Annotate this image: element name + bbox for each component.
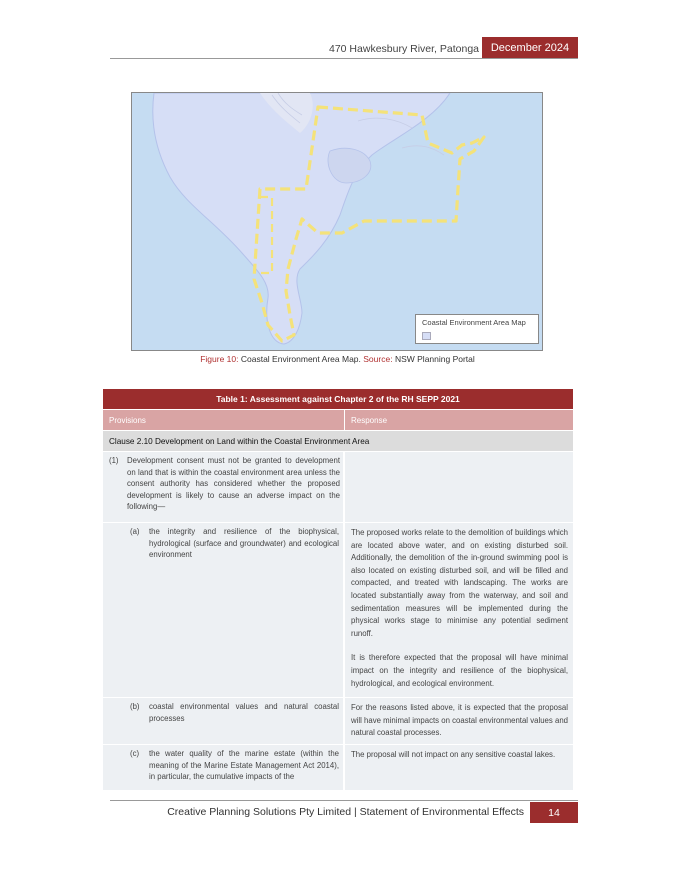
figure-source-label: Source: [363,354,393,364]
header-date-badge: December 2024 [482,37,578,58]
provision-number: (b) [130,702,140,711]
response-paragraph: For the reasons listed above, it is expected that the proposal will have minimal impacts on coastal environmental values and natural coastal processes. [351,703,568,738]
provision-text: the integrity and resilience of the biophysical, hydrological (surface and groundwater) and ecological environment [149,527,339,560]
header-address: 470 Hawkesbury River, Patonga [329,43,479,55]
clause-heading: Clause 2.10 Development on Land within the Coastal Environment Area [103,430,573,451]
table-row [103,744,573,790]
table-row [103,451,573,522]
response-cell [345,523,573,697]
map-legend [415,314,539,344]
page-number-badge: 14 [530,802,578,823]
map-legend-swatch [422,332,431,340]
provision-cell [103,523,345,697]
response-paragraph: It is therefore expected that the proposal will have minimal impact on the integrity and resilience of the biophysical, hydrological, and ecological environment. [351,653,568,688]
provision-cell [103,452,345,522]
assessment-table [103,389,573,790]
provision-text: coastal environmental values and natural coastal processes [149,702,339,723]
table-row [103,697,573,744]
map-image [132,93,543,351]
table-title: Table 1: Assessment against Chapter 2 of the RH SEPP 2021 [103,389,573,409]
response-paragraph: The proposed works relate to the demolition of buildings which are located above water, and on existing disturbed soil. Additionally, the demolition of the in-ground swimming pool is also located on existing disturbed soil, and will be filled and compacted, and treated with landscaping. The works are located substantially away from the waterway, and soil and sedimentation measures will be implemented during the physical works stage to minimise any potential sediment runoff. [351,528,568,638]
provision-number: (a) [130,527,140,536]
figure-label: Figure 10: [200,354,239,364]
footer-divider [110,800,578,801]
response-cell [345,745,573,790]
response-paragraph: The proposal will not impact on any sensitive coastal lakes. [351,750,556,759]
provision-number: (c) [130,749,140,758]
column-header-provisions: Provisions [103,410,345,430]
column-header-response: Response [345,410,573,430]
figure-title: Coastal Environment Area Map. [240,354,361,364]
footer-text: Creative Planning Solutions Pty Limited | Statement of Environmental Effects [167,806,524,818]
provision-text: Development consent must not be granted to development on land that is within the coastal environment area unless the consent authority has considered whether the proposed development is likely to cause an adverse impact on the following— [127,456,340,512]
provision-number: (1) [109,456,119,465]
provision-cell [103,698,345,744]
provision-cell [103,745,345,790]
coastal-environment-map [131,92,543,351]
header-divider [110,58,578,59]
table-header-row [103,409,573,430]
provision-text: the water quality of the marine estate (within the meaning of the Marine Estate Management Act 2014), in particular, the cumulative impacts of the [149,749,339,782]
response-cell [345,452,573,522]
figure-source-text: NSW Planning Portal [394,354,475,364]
map-legend-title: Coastal Environment Area Map [422,318,526,327]
figure-caption [0,354,675,364]
response-cell [345,698,573,744]
table-row [103,522,573,697]
